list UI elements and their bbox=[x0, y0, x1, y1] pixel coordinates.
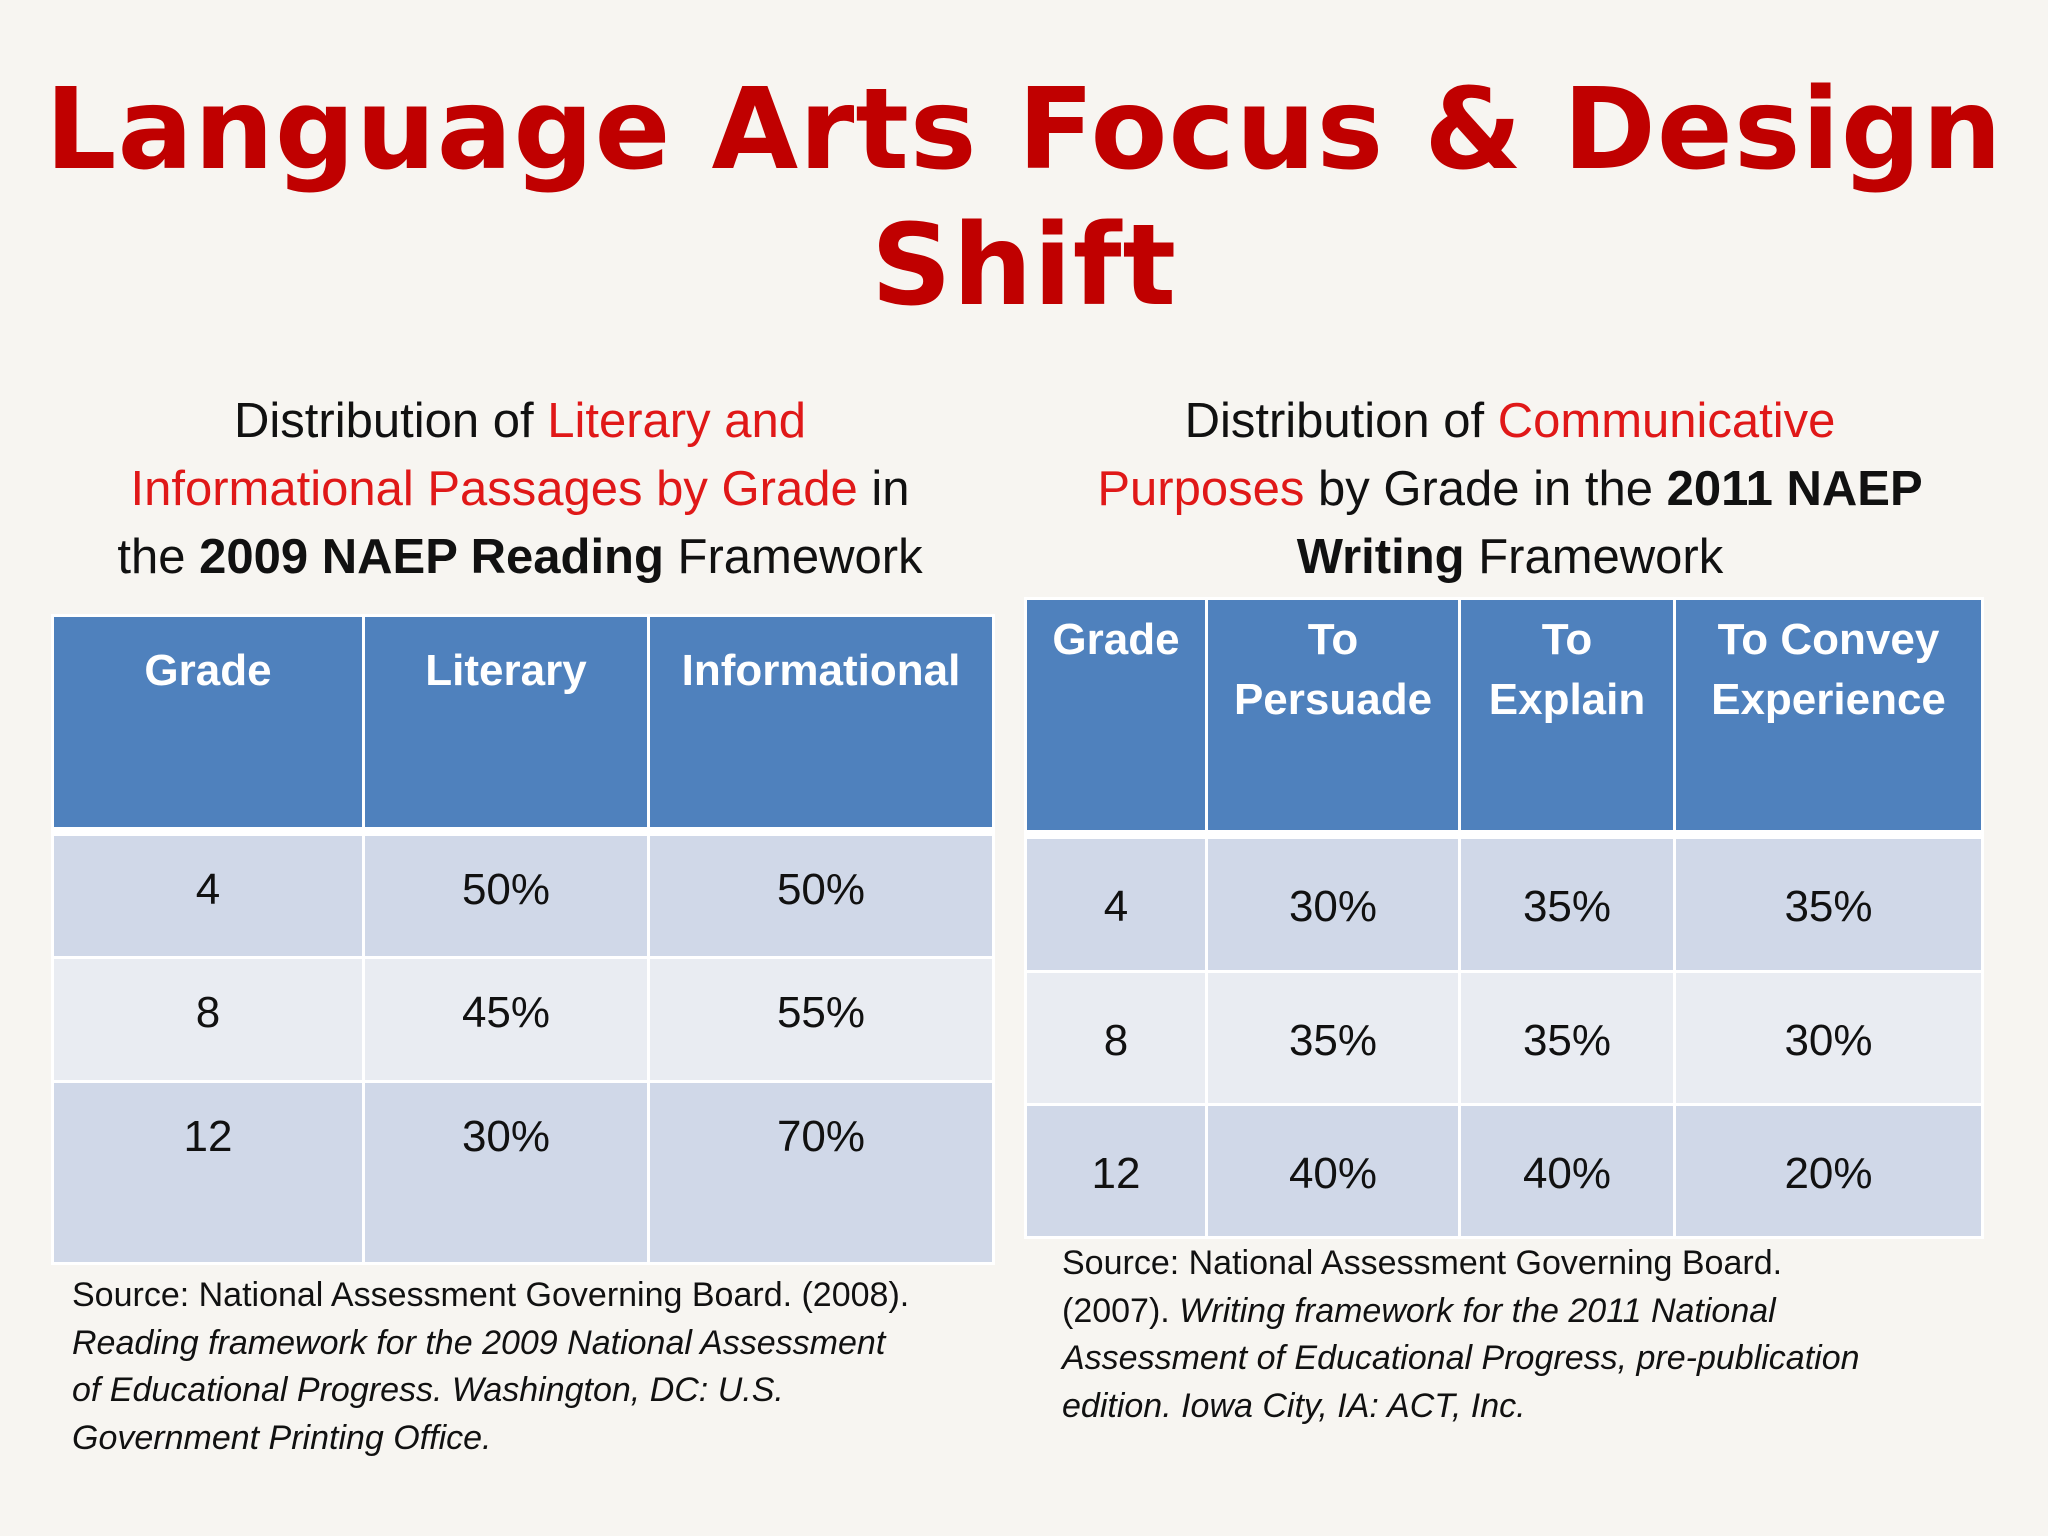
slide-title-line-1: Language Arts Focus & Design bbox=[45, 65, 2003, 195]
writing-distribution-table bbox=[1024, 597, 1984, 1239]
header-line: Grade bbox=[1052, 615, 1180, 664]
citation-line: Reading framework for the 2009 National Assessment bbox=[72, 1323, 886, 1362]
cell-grade: 4 bbox=[1026, 835, 1207, 972]
table-header-row bbox=[53, 616, 994, 832]
table-row bbox=[1026, 972, 1983, 1105]
cell-informational: 50% bbox=[649, 832, 994, 958]
caption-bold: 2011 NAEP bbox=[1666, 462, 1923, 516]
writing-source-citation bbox=[1062, 1240, 2002, 1430]
writing-caption-line-3 bbox=[1030, 523, 1990, 591]
cell-informational: 70% bbox=[649, 1082, 994, 1264]
table-row bbox=[1026, 835, 1983, 972]
header-grade: Grade bbox=[53, 616, 364, 832]
header-to-persuade bbox=[1207, 599, 1460, 835]
cell-to-persuade: 30% bbox=[1207, 835, 1460, 972]
citation-line: Source: National Assessment Governing Board. (2008). bbox=[72, 1276, 910, 1314]
cell-to-explain: 40% bbox=[1460, 1105, 1675, 1238]
header-line: Persuade bbox=[1233, 675, 1433, 724]
table-row bbox=[53, 958, 994, 1082]
header-to-explain bbox=[1460, 599, 1675, 835]
caption-text: in bbox=[857, 462, 910, 516]
cell-to-convey-experience: 35% bbox=[1675, 835, 1983, 972]
citation-line: Writing framework for the 2011 National bbox=[1179, 1291, 1776, 1330]
cell-grade: 8 bbox=[53, 958, 364, 1082]
writing-table-caption bbox=[1030, 387, 1990, 591]
caption-text: Framework bbox=[1464, 530, 1724, 584]
slide-title bbox=[0, 62, 2048, 334]
cell-informational: 55% bbox=[649, 958, 994, 1082]
caption-text: the bbox=[117, 530, 200, 584]
reading-caption-line-2 bbox=[40, 455, 1000, 523]
citation-line: Source: National Assessment Governing Board. bbox=[1062, 1244, 1783, 1282]
slide-title-line-2: Shift bbox=[870, 201, 1178, 331]
table-row bbox=[53, 1082, 994, 1264]
caption-text: Distribution of bbox=[1184, 394, 1498, 448]
header-line: Experience bbox=[1711, 675, 1946, 724]
header-line: Explain bbox=[1488, 675, 1646, 724]
caption-bold: 2009 NAEP Reading bbox=[199, 530, 664, 584]
cell-to-convey-experience: 30% bbox=[1675, 972, 1983, 1105]
reading-table-caption bbox=[40, 387, 1000, 591]
reading-distribution-table bbox=[51, 614, 995, 1265]
cell-to-convey-experience: 20% bbox=[1675, 1105, 1983, 1238]
citation-line: edition. Iowa City, IA: ACT, Inc. bbox=[1062, 1386, 1526, 1425]
caption-text: Framework bbox=[663, 530, 923, 584]
cell-literary: 30% bbox=[364, 1082, 649, 1264]
cell-to-persuade: 35% bbox=[1207, 972, 1460, 1105]
cell-grade: 12 bbox=[53, 1082, 364, 1264]
cell-literary: 50% bbox=[364, 832, 649, 958]
cell-to-persuade: 40% bbox=[1207, 1105, 1460, 1238]
table-row bbox=[53, 832, 994, 958]
header-grade bbox=[1026, 599, 1207, 835]
writing-caption-line-2 bbox=[1030, 455, 1990, 523]
cell-literary: 45% bbox=[364, 958, 649, 1082]
citation-line: of Educational Progress. Washington, DC: U.S. bbox=[72, 1371, 784, 1409]
cell-grade: 12 bbox=[1026, 1105, 1207, 1238]
citation-line: Assessment of Educational Progress, pre-publication bbox=[1062, 1339, 1860, 1377]
table-header-row bbox=[1026, 599, 1983, 835]
table-row bbox=[1026, 1105, 1983, 1238]
reading-source-citation bbox=[72, 1272, 1012, 1462]
reading-caption-line-1 bbox=[40, 387, 1000, 455]
header-literary: Literary bbox=[364, 616, 649, 832]
caption-highlight: Informational Passages by Grade bbox=[130, 462, 858, 516]
caption-bold: Writing bbox=[1296, 530, 1465, 584]
cell-grade: 8 bbox=[1026, 972, 1207, 1105]
header-to-convey-experience bbox=[1675, 599, 1983, 835]
writing-caption-line-1 bbox=[1030, 387, 1990, 455]
cell-grade: 4 bbox=[53, 832, 364, 958]
citation-text: (2007). bbox=[1062, 1291, 1180, 1330]
header-informational: Informational bbox=[649, 616, 994, 832]
header-line: To Convey bbox=[1717, 615, 1940, 664]
caption-highlight: Communicative bbox=[1497, 394, 1836, 448]
caption-text: by Grade in the bbox=[1304, 462, 1667, 516]
cell-to-explain: 35% bbox=[1460, 835, 1675, 972]
header-line: To bbox=[1541, 615, 1593, 664]
citation-line: Government Printing Office. bbox=[72, 1418, 492, 1457]
caption-highlight: Purposes bbox=[1097, 462, 1305, 516]
caption-text: Distribution of bbox=[234, 394, 548, 448]
caption-highlight: Literary and bbox=[547, 394, 806, 448]
reading-caption-line-3 bbox=[40, 523, 1000, 591]
header-line: To bbox=[1307, 615, 1359, 664]
cell-to-explain: 35% bbox=[1460, 972, 1675, 1105]
